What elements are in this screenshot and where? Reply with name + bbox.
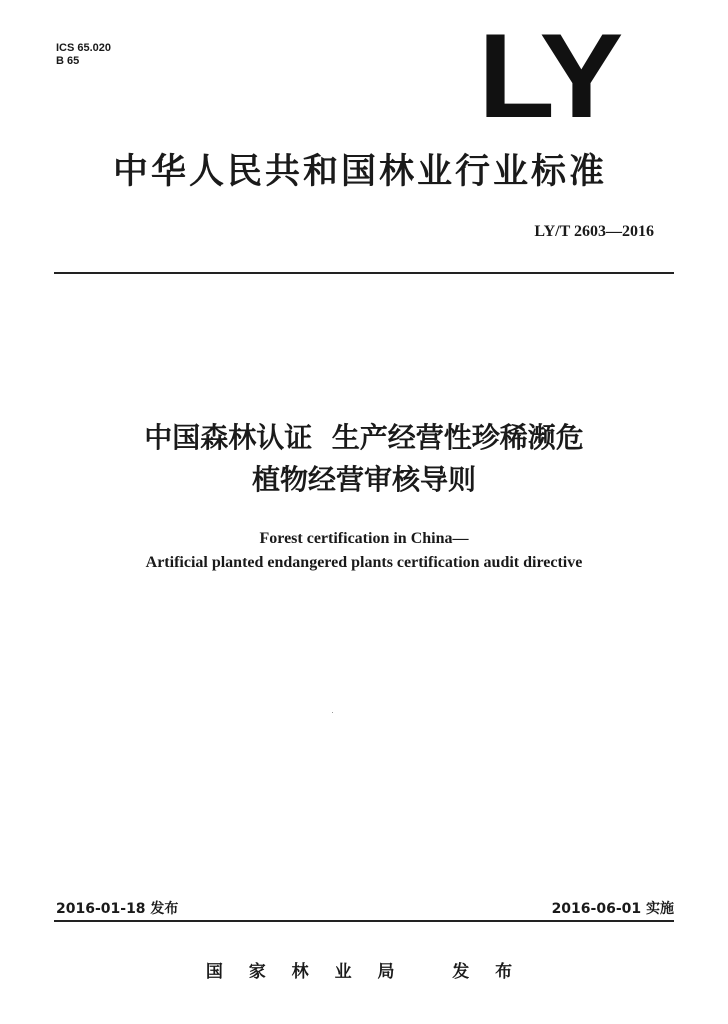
title-english-line-2: Artificial planted endangered plants certification audit directive <box>145 554 583 571</box>
title-chinese-line-2: 植物经营审核导则 <box>251 463 476 496</box>
standard-code: LY/T 2603—2016 <box>534 223 654 240</box>
title-chinese-line-1: 中国森林认证 生产经营性珍稀濒危 <box>144 421 584 454</box>
standard-category-title: 中华人民共和国林业行业标准 <box>112 152 607 192</box>
title-english-line-1: Forest certification in China— <box>259 530 469 547</box>
ly-logo: LY <box>478 8 620 143</box>
implementation-date: 2016-06-01 实施 <box>551 901 674 917</box>
publisher-line: 国 家 林 业 局 发 布 <box>205 962 523 982</box>
ics-code: ICS 65.020 <box>56 42 112 54</box>
issue-date: 2016-01-18 发布 <box>56 901 179 917</box>
bottom-divider <box>54 920 674 922</box>
scan-speck <box>332 712 333 713</box>
classification-code: B 65 <box>56 55 80 67</box>
top-divider <box>54 272 674 274</box>
